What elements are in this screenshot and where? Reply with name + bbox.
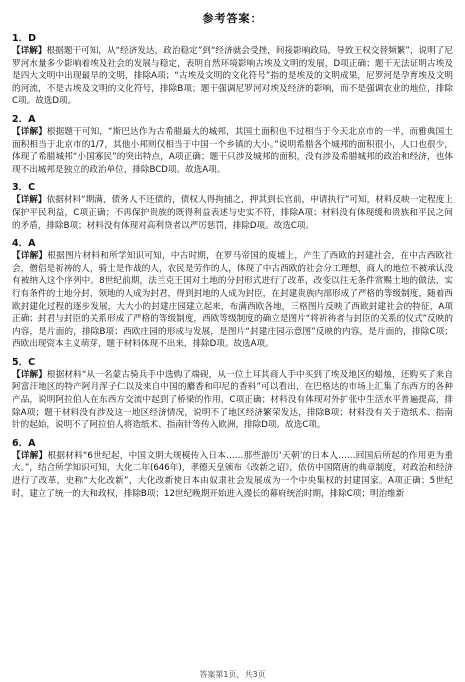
explanation-text: 根据材料“6世纪起，中国文明大规模传入日本……那些游历‘天朝’的日本人……回国后所起的作用更为重大。”，结合所学知识可知，大化二年(646年)，孝德天皇颁布《改新之诏》，依仿中国隋唐的典章制度，对政治和经济进行了改革，史称“大化改新”，大化改新使日本由奴隶社会发展成为一个中央集权的封建国家。A项正确；5世纪时，建立了统一的大和政权，排除B项；12世纪晚期开始进入漫长的幕府统治时期，排除C项；明治维新 xyxy=(12,450,453,499)
explanation-tag: 【详解】 xyxy=(12,369,47,380)
explanation-paragraph xyxy=(12,250,453,351)
explanation-tag: 【详解】 xyxy=(12,450,48,461)
answer-item-2 xyxy=(12,111,453,176)
explanation-text: 根据材料“从一名蒙古骑兵手中选购了端砚，从一位土耳其商人手中买到了埃及地区的蜡烛，还购买了来自阿富汗地区的特产阿月浑子仁以及来自中国的麝香和印尼的香料”可以看出，在巴格达的市场上汇集了东西方的各种产品，说明阿拉伯人在东西方交流中起到了桥梁的作用，C项正确；材料没有体现对外扩张中生活水平普遍提高，排除A项；题干材料没有涉及这一地区经济情况，说明不了地区经济繁荣发达，排除B项；材料没有关于造纸术、指南针的起始，说明不了阿拉伯人将造纸术、指南针等传入欧洲，排除D项。故选C项。 xyxy=(12,369,453,431)
answer-item-1 xyxy=(12,30,453,108)
answer-label: 3．C xyxy=(12,182,36,194)
answer-label: 2．A xyxy=(12,113,36,125)
explanation-paragraph xyxy=(12,369,453,432)
explanation-tag: 【详解】 xyxy=(12,195,47,206)
explanation-tag: 【详解】 xyxy=(12,46,47,56)
explanation-paragraph xyxy=(12,126,453,176)
answer-item-3 xyxy=(12,179,453,232)
explanation-paragraph xyxy=(12,450,453,500)
answer-label: 4．A xyxy=(12,238,36,250)
explanation-text: 根据图片材料和所学知识可知，中古时期，在罗马帝国的废墟上，产生了西欧的封建社会，在中古西欧社会，僧侣是祈祷的人，骑士是作战的人，农民是劳作的人，体现了中古西欧的社会分工理想，商人的地位不被承认没有被纳入这个序列中。8世纪前期，法兰克王国对土地的分封形式进行了改革，改变以往无条件赏赐土地的做法，实行有条件的土地分封，领地的人成为封君，得到封地的人成为封臣，在封建贵族内部形成了严格的等级制度，随着西欧封建化过程的逐步发展，大大小的封建庄园建立起来，布满西欧各地，三格图片反映了西欧封建社会的特征，A项正确；封君与封臣的关系形成了严格的等级制度，西欧等级制度的确立是图片“将祈祷者与封臣的关系的仪式”反映的内容，是片面的，排除B项；西欧庄园的形成与发展，是图片“封建庄园示意图”反映的内容，是片面的，排除C项；西欧出现资本主义萌芽，题干材料体现不出来，排除D项。故选A项。 xyxy=(12,251,453,350)
explanation-text: 根据题干可知，从“经济发达，政治稳定”到“经济就会受挫，间接影响政局，导致王权交替频繁”，说明了尼罗河水量多少影响着埃及社会的发展与稳定，表明自然环境影响古埃及文明的发展，D项正确；题干无法证明古埃及是四大文明中出现最早的文明，排除A项；“古埃及文明的文化符号”指的是埃及的文明成果，尼罗河是孕育埃及文明的河流，不是古埃及文明的文化符号，排除B项；题干强调尼罗河对埃及经济的影响，而不是强调农业的地位，排除C项。故选D项。 xyxy=(12,46,453,107)
answer-label: 5．C xyxy=(12,356,36,368)
page-title: 参考答案： xyxy=(202,12,263,25)
answer-label: 6．A xyxy=(12,437,36,449)
answer-item-4 xyxy=(12,235,453,351)
explanation-text: 依据材料“期满，债务人不还债的，债权人得拘捕之，押其到长官前，申请执行”可知，材料反映一定程度上保护平民利益，C项正确；不再保护贵族的既得利益表述与史实不符，排除A项；材料没有体现缓和贵族和平民之间的矛盾，排除B项；材料没有体现对高利贷者以严厉惩罚，排除D项。故选C项。 xyxy=(12,195,453,231)
page-footer: 答案第1页，共3页 xyxy=(199,670,266,679)
answer-label: 1．D xyxy=(12,33,36,44)
answer-item-6 xyxy=(12,435,453,500)
explanation-tag: 【详解】 xyxy=(12,251,48,262)
explanation-paragraph xyxy=(12,45,453,108)
explanation-tag: 【详解】 xyxy=(12,126,47,137)
explanation-paragraph xyxy=(12,194,453,232)
explanation-text: 根据题干可知，“斯巴达作为古希腊最大的城邦，其国土面积也不过相当于今天北京市的一半，而雅典国土面积相当于北京市的1/7，其他小邦则仅相当于中国一个乡镇的大小。”说明希腊各个城邦的面积很小，人口也很少，体现了希腊城邦“小国寡民”的突出特点，A项正确；题干只涉及城邦的面积，没有涉及希腊城邦的政治和经济，也体现不出城邦是独立的政治单位，排除BCD项。故选A项。 xyxy=(12,126,453,175)
answer-item-5 xyxy=(12,354,453,432)
